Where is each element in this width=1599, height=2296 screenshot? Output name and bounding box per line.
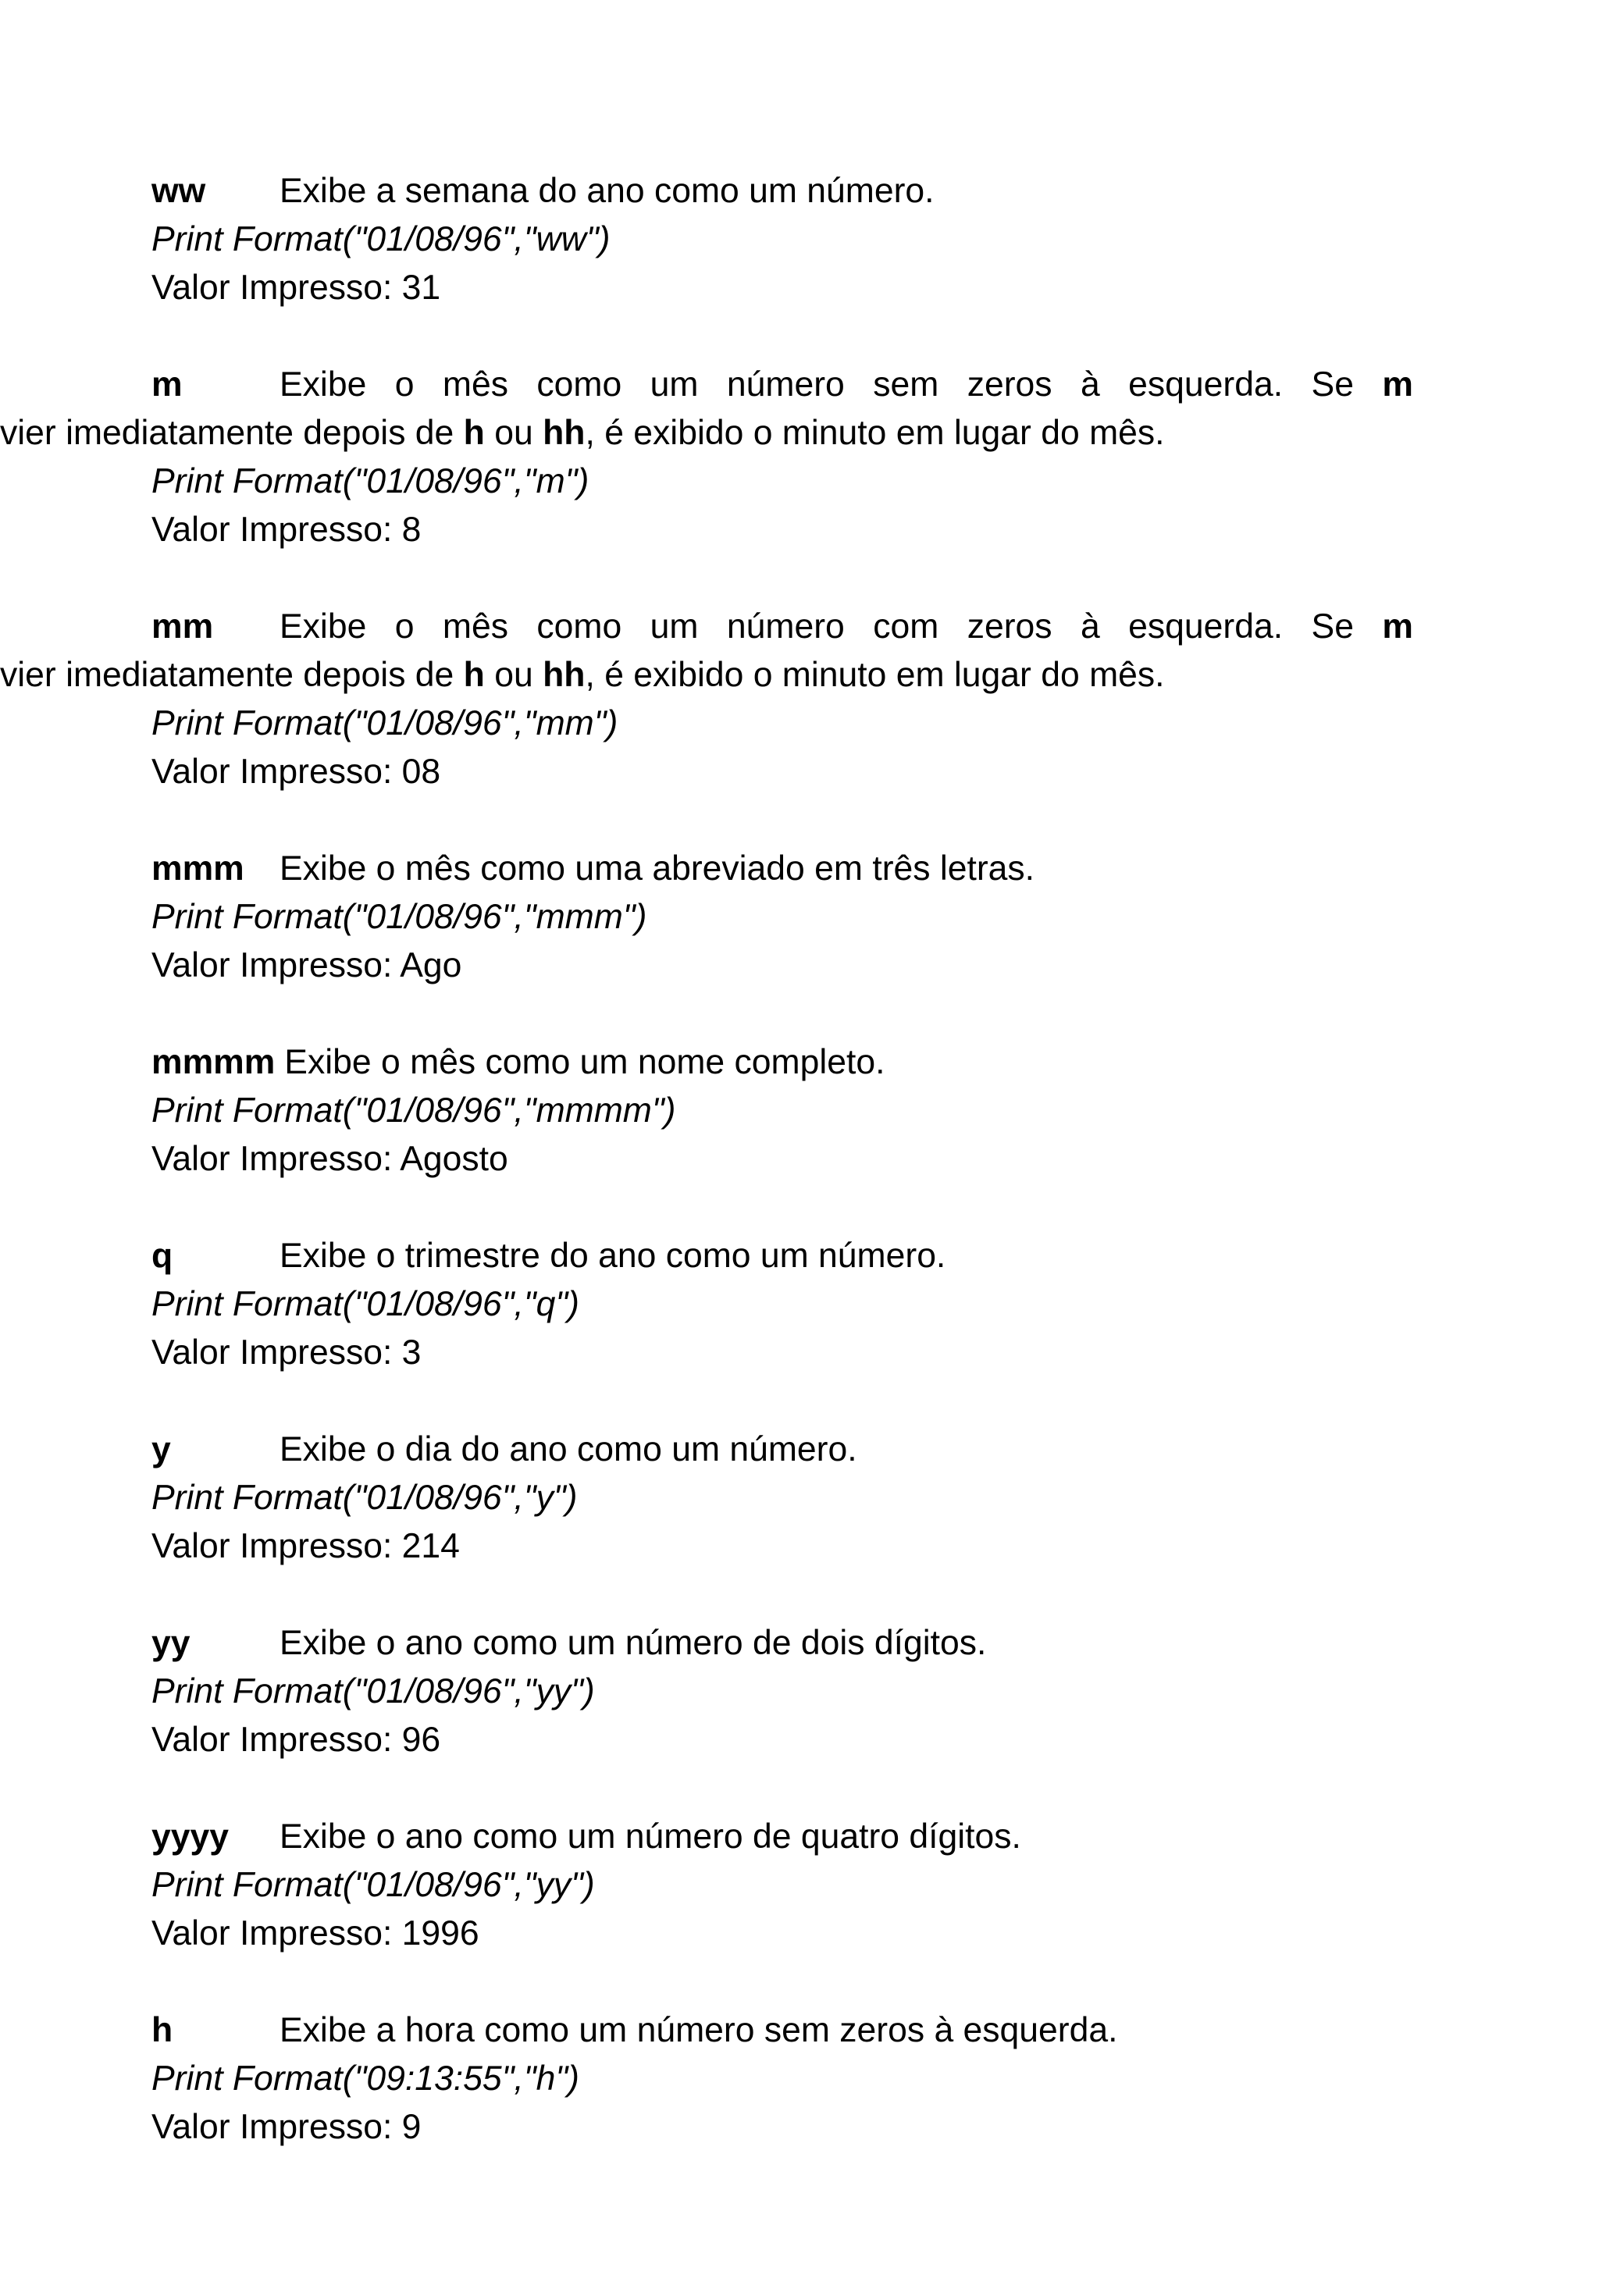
format-entry-ww — [151, 167, 1413, 312]
format-code: yyyy — [151, 1817, 229, 1856]
format-result: Valor Impresso: 9 — [151, 2108, 422, 2146]
format-entry-yy — [151, 1619, 1413, 1764]
format-entry-mmmm — [151, 1038, 1413, 1184]
format-description-line2: vier imediatamente depois de h ou hh, é exibido o minuto em lugar do mês. — [0, 656, 1165, 694]
format-description-line1: Exibe o mês como um número sem zeros à esquerda. Se m — [280, 365, 1413, 404]
format-example: Print Format("01/08/96","mmmm") — [151, 1091, 676, 1130]
format-code: mmm — [151, 849, 244, 888]
format-description: Exibe o mês como um nome completo. — [284, 1043, 885, 1081]
format-example: Print Format("01/08/96","q") — [151, 1285, 579, 1323]
format-code: yy — [151, 1624, 191, 1662]
format-result: Valor Impresso: 31 — [151, 269, 441, 307]
format-example: Print Format("01/08/96","mmm") — [151, 898, 647, 936]
format-description: Exibe o trimestre do ano como um número. — [280, 1237, 946, 1275]
format-description: Exibe a hora como um número sem zeros à esquerda. — [280, 2011, 1118, 2049]
format-entry-yyyy — [151, 1813, 1413, 1958]
format-entry-m — [0, 361, 1413, 554]
format-example: Print Format("01/08/96","mm") — [151, 704, 618, 742]
format-result: Valor Impresso: 1996 — [151, 1914, 479, 1952]
format-description-line2: vier imediatamente depois de h ou hh, é exibido o minuto em lugar do mês. — [0, 414, 1165, 452]
format-result: Valor Impresso: 214 — [151, 1527, 460, 1565]
format-entry-h — [151, 2006, 1413, 2152]
format-result: Valor Impresso: 96 — [151, 1721, 441, 1759]
format-result: Valor Impresso: 3 — [151, 1333, 422, 1372]
format-code: ww — [151, 172, 206, 210]
format-code: mm — [151, 607, 214, 646]
format-description: Exibe o ano como um número de quatro dígitos. — [280, 1817, 1021, 1856]
format-result: Valor Impresso: 08 — [151, 753, 441, 791]
format-example: Print Format("01/08/96","m") — [151, 462, 589, 500]
format-description: Exibe o dia do ano como um número. — [280, 1430, 857, 1468]
format-code: q — [151, 1237, 173, 1275]
format-entry-mmm — [151, 845, 1413, 990]
format-entry-y — [151, 1426, 1413, 1571]
format-code: h — [151, 2011, 173, 2049]
format-description: Exibe o mês como uma abreviado em três letras. — [280, 849, 1035, 888]
format-entry-mm — [0, 603, 1413, 796]
format-example: Print Format("01/08/96","y") — [151, 1479, 578, 1517]
format-example: Print Format("01/08/96","ww") — [151, 220, 611, 258]
format-result: Valor Impresso: Agosto — [151, 1140, 508, 1178]
format-description-line1: Exibe o mês como um número com zeros à esquerda. Se m — [280, 607, 1413, 646]
format-code: mmmm — [151, 1043, 276, 1081]
format-example: Print Format("01/08/96","yy") — [151, 1866, 595, 1904]
format-description: Exibe o ano como um número de dois dígitos. — [280, 1624, 987, 1662]
format-description: Exibe a semana do ano como um número. — [280, 172, 935, 210]
format-result: Valor Impresso: Ago — [151, 946, 462, 984]
format-code: y — [151, 1430, 171, 1468]
format-result: Valor Impresso: 8 — [151, 511, 422, 549]
format-code: m — [151, 365, 183, 404]
format-example: Print Format("01/08/96","yy") — [151, 1672, 595, 1710]
format-example: Print Format("09:13:55","h") — [151, 2059, 579, 2098]
format-entry-q — [151, 1232, 1413, 1377]
